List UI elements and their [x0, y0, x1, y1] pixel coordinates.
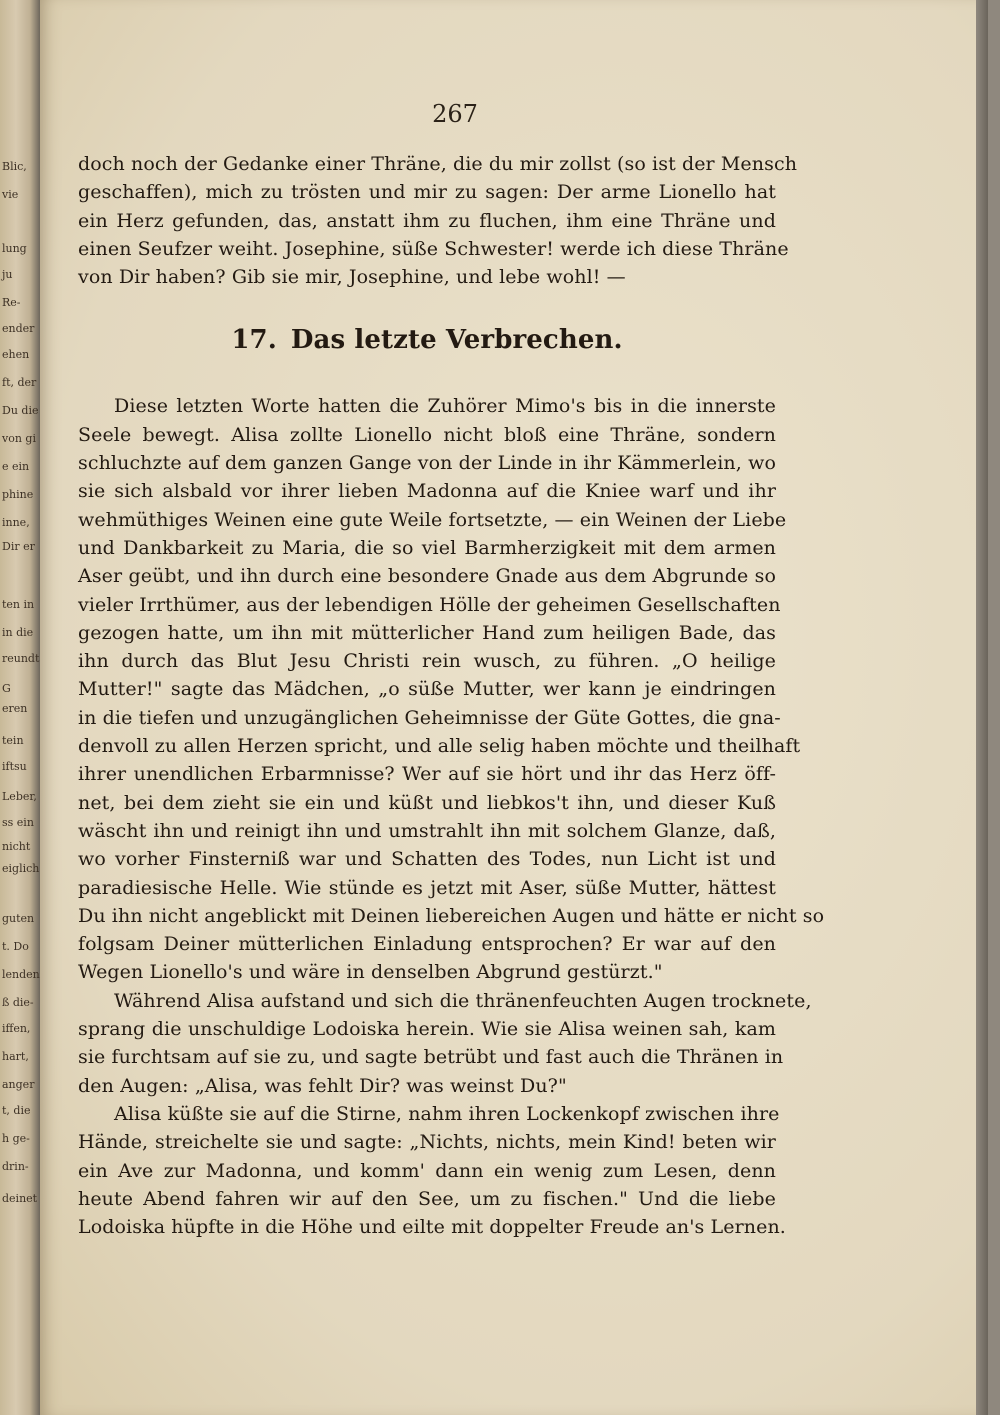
- text-line: Seele bewegt. Alisa zollte Lionello nicht bloß eine Thräne, sondern: [78, 423, 776, 446]
- text-line: vieler Irrthümer, aus der lebendigen Hölle der geheimen Gesellschaften: [78, 593, 781, 616]
- spacer: [78, 291, 776, 326]
- text-line: doch noch der Gedanke einer Thräne, die du mir zollst (so ist der Mensch: [78, 153, 798, 175]
- chapter-heading-wrap: [78, 326, 776, 376]
- text-line: wo vorher Finsterniß war und Schatten des Todes, nun Licht ist und: [78, 848, 776, 871]
- text-line: paradiesische Helle. Wie stünde es jetzt mit Aser, süße Mutter, hättest: [78, 876, 776, 899]
- text-line: Du ihn nicht angeblickt mit Deinen liebereichen Augen und hätte er nicht so: [78, 904, 825, 927]
- facing-page-fragment: t. Do: [2, 940, 29, 953]
- facing-page-fragment: t, die: [2, 1104, 31, 1117]
- text-line: Während Alisa aufstand und sich die thränenfeuchten Augen trocknete,: [114, 989, 812, 1012]
- facing-page-fragment: eiglich: [2, 862, 40, 875]
- text-line: ein Herz gefunden, das, anstatt ihm zu fluchen, ihm eine Thräne und: [78, 209, 776, 232]
- facing-page-fragment: ender: [2, 322, 35, 335]
- text-line: Mutter!" sagte das Mädchen, „o süße Mutter, wer kann je eindringen: [78, 678, 776, 701]
- paragraph-1: [78, 150, 798, 291]
- facing-page-fragment: reundt: [2, 652, 40, 665]
- facing-page-fragment: ft, der: [2, 376, 37, 389]
- facing-page-fragment: guten: [2, 912, 35, 925]
- text-line: einen Seufzer weiht. Josephine, süße Schwester! werde ich diese Thräne: [78, 237, 789, 260]
- facing-page-fragment: ehen: [2, 348, 30, 361]
- paragraph-4: [78, 1100, 786, 1241]
- chapter-heading: [78, 326, 776, 354]
- text-line: sprang die unschuldige Lodoiska herein. Wie sie Alisa weinen sah, kam: [78, 1018, 776, 1041]
- facing-page-fragment: ju: [2, 268, 13, 281]
- text-line: gezogen hatte, um ihn mit mütterlicher Hand zum heiligen Bade, das: [78, 621, 776, 644]
- facing-page-fragment: von gi: [2, 432, 36, 445]
- facing-page-fragment: in die: [2, 626, 34, 639]
- facing-page-fragment: h ge-: [2, 1132, 30, 1145]
- paragraph-2: [78, 392, 825, 986]
- text-line: wehmüthiges Weinen eine gute Weile fortsetzte, — ein Weinen der Liebe: [78, 508, 787, 531]
- facing-page-fragment: iffen,: [2, 1022, 31, 1035]
- facing-page-fragment: drin-: [2, 1160, 29, 1173]
- text-line: in die tiefen und unzugänglichen Geheimnisse der Güte Gottes, die gna-: [78, 706, 781, 729]
- page-number: 267: [432, 100, 478, 128]
- text-block: [78, 150, 825, 1241]
- text-line: ein Ave zur Madonna, und komm' dann ein wenig zum Lesen, denn: [78, 1159, 776, 1182]
- facing-page-fragment: inne,: [2, 516, 30, 529]
- facing-page-fragment: deinet: [2, 1192, 38, 1205]
- book-page: [40, 0, 988, 1415]
- facing-page-fragment: iftsu: [2, 760, 27, 773]
- text-line: folgsam Deiner mütterlichen Einladung entsprochen? Er war auf den: [78, 933, 776, 956]
- facing-page-fragment: phine: [2, 488, 34, 501]
- facing-page-fragment: Leber,: [2, 790, 37, 803]
- facing-page-fragment: Re-: [2, 296, 21, 309]
- text-line: sie sich alsbald vor ihrer lieben Madonna auf die Kniee warf und ihr: [78, 480, 776, 503]
- text-line: ihn durch das Blut Jesu Christi rein wusch, zu führen. „O heilige: [78, 650, 776, 673]
- text-line: heute Abend fahren wir auf den See, um zu fischen." Und die liebe: [78, 1187, 776, 1210]
- chapter-number: 17.: [231, 325, 277, 356]
- facing-page-fragments: [0, 0, 40, 1415]
- text-line: Diese letzten Worte hatten die Zuhörer Mimo's bis in die innerste: [114, 395, 776, 418]
- text-line: Wegen Lionello's und wäre in denselben Abgrund gestürzt.": [78, 961, 663, 984]
- text-line: ihrer unendlichen Erbarmnisse? Wer auf sie hört und ihr das Herz öff-: [78, 763, 776, 786]
- facing-page-fragment: nicht: [2, 840, 31, 853]
- facing-page-fragment: Blic,: [2, 160, 27, 173]
- facing-page-fragment: Dir er: [2, 540, 35, 553]
- facing-page-fragment: vie: [2, 188, 19, 201]
- facing-page-fragment: e ein: [2, 460, 30, 473]
- facing-page-fragment: lung: [2, 242, 27, 255]
- facing-page-fragment: hart,: [2, 1050, 29, 1063]
- text-line: net, bei dem zieht sie ein und küßt und liebkos't ihn, und dieser Kuß: [78, 791, 776, 814]
- facing-page-fragment: ß die-: [2, 996, 34, 1009]
- text-line: sie furchtsam auf sie zu, und sagte betrübt und fast auch die Thränen in: [78, 1046, 784, 1069]
- chapter-title: Das letzte Verbrechen.: [290, 325, 623, 356]
- text-line: den Augen: „Alisa, was fehlt Dir? was weinst Du?": [78, 1074, 567, 1097]
- page-edge: [976, 0, 988, 1415]
- facing-page-fragment: tein: [2, 734, 24, 747]
- text-line: Lodoiska hüpfte in die Höhe und eilte mit doppelter Freude an's Lernen.: [78, 1216, 786, 1239]
- text-line: von Dir haben? Gib sie mir, Josephine, und lebe wohl! —: [78, 266, 626, 289]
- text-line: Aser geübt, und ihn durch eine besondere Gnade aus dem Abgrunde so: [78, 565, 776, 588]
- text-line: Alisa küßte sie auf die Stirne, nahm ihren Lockenkopf zwischen ihre: [114, 1102, 780, 1125]
- text-line: denvoll zu allen Herzen spricht, und alle selig haben möchte und theilhaft: [78, 735, 801, 758]
- paragraph-3: [78, 987, 812, 1100]
- facing-page-fragment: lenden: [2, 968, 40, 981]
- text-line: schluchzte auf dem ganzen Gange von der Linde in ihr Kämmerlein, wo: [78, 452, 776, 475]
- text-line: wäscht ihn und reinigt ihn und umstrahlt ihn mit solchem Glanze, daß,: [78, 819, 776, 842]
- text-line: und Dankbarkeit zu Maria, die so viel Barmherzigkeit mit dem armen: [78, 536, 776, 559]
- facing-page-fragment: anger: [2, 1078, 35, 1091]
- facing-page-fragment: eren: [2, 702, 28, 715]
- facing-page-fragment: ss ein: [2, 816, 34, 829]
- facing-page-fragment: ten in: [2, 598, 35, 611]
- facing-page-fragment: Du die: [2, 404, 39, 417]
- facing-page-fragment: G: [2, 682, 11, 695]
- text-line: Hände, streichelte sie und sagte: „Nichts, nichts, mein Kind! beten wir: [78, 1131, 776, 1154]
- text-line: geschaffen), mich zu trösten und mir zu sagen: Der arme Lionello hat: [78, 181, 776, 204]
- spacer: [78, 376, 776, 392]
